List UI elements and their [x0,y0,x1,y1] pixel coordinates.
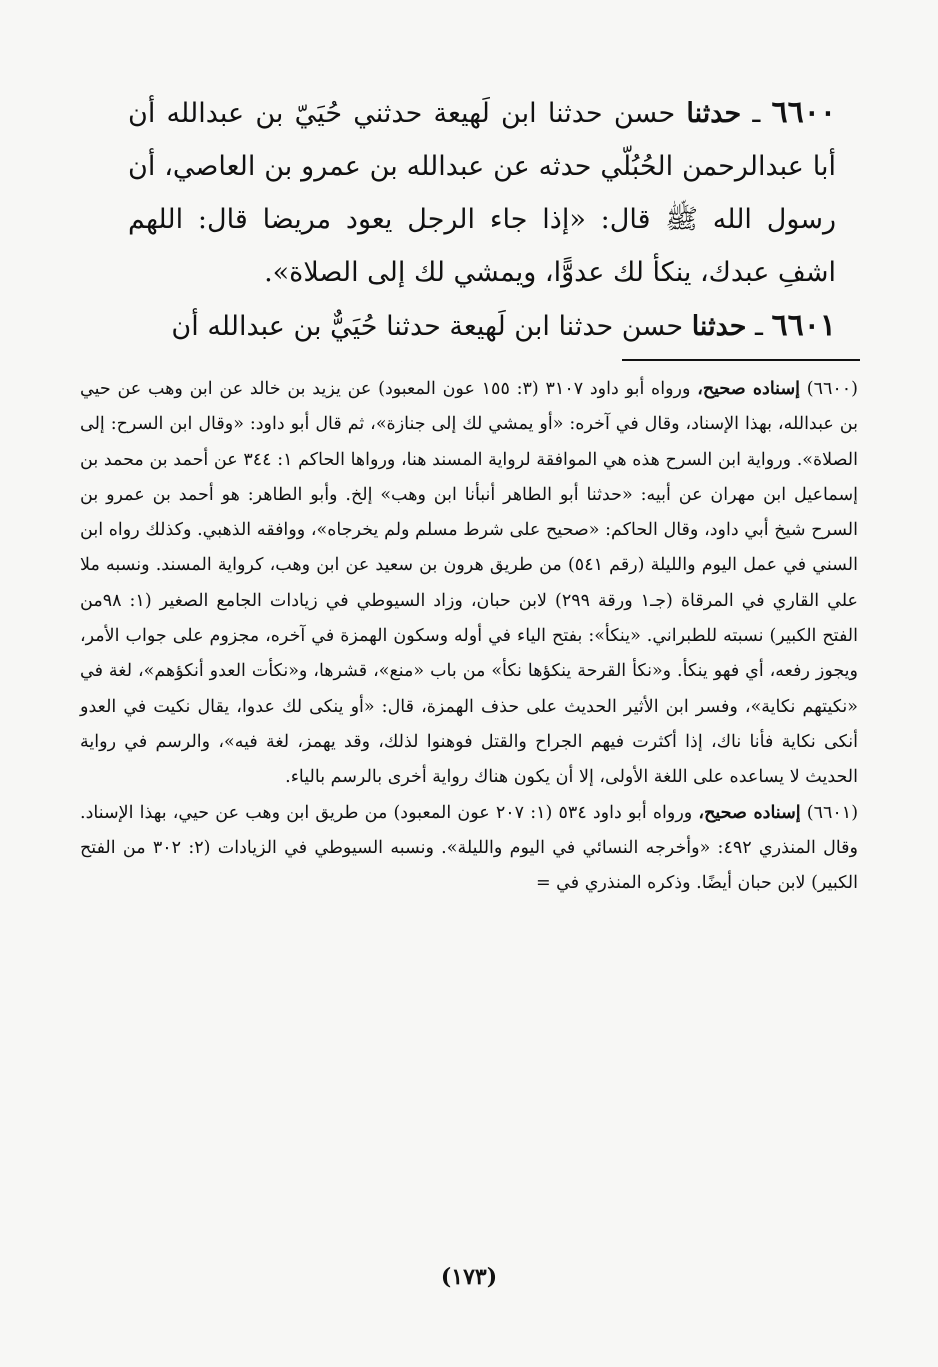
hadith-text: حسن حدثنا ابن لَهيعة حدثني حُيَيّ بن عبدالله أن أبا عبدالرحمن الحُبُلّي حدثه عن عبدالله بن عمرو بن العاصي، أن رسول الله ﷺ قال: «إذا جاء الرجل يعود مريضا قال: اللهم اشفِ عبدك، ينكأ لك عدوًّا، ويمشي لك إلى الصلاة». [128,98,836,288]
main-text [128,86,836,353]
footnote-6600 [80,372,858,796]
hadith-dash: ـ [741,98,772,129]
footnote-grade: إسناده صحيح، [697,379,800,399]
footnote-text: ورواه أبو داود ٥٣٤ (١: ٢٠٧ عون المعبود) من طريق ابن وهب عن حيي، بهذا الإسناد. وقال المنذري ٤٩٢: «وأخرجه النسائي في اليوم والليلة». ونسبه السيوطي في الزيادات (٢: ٣٠٢ من الفتح الكبير) لابن حبان أيضًا. وذكره المنذري في = [80,802,858,894]
hadith-text: حسن حدثنا ابن لَهيعة حدثنا حُيَيٌّ بن عبدالله أن [171,311,692,342]
footnote-6601 [80,796,858,902]
footnote-ref: (٦٦٠١) [806,802,859,823]
footnote-ref: (٦٦٠٠) [806,379,858,399]
footnote-text: ورواه أبو داود ٣١٠٧ (٣: ١٥٥ عون المعبود) عن يزيد بن خالد عن ابن وهب عن حيي بن عبدالله، بهذا الإسناد، وقال في آخره: «أو يمشي لك إلى جنازة»، ثم قال أبو داود: «وقال ابن السرح: إلى الصلاة». ورواية ابن السرح هذه هي الموافقة لرواية المسند هنا، ورواها الحاكم ١: ٣٤٤ عن أحمد بن محمد بن إسماعيل ابن مهران عن أبيه: «حدثنا أبو الطاهر أنبأنا ابن وهب» إلخ. وأبو الطاهر: هو أحمد بن عمرو بن السرح شيخ أبي داود، وقال الحاكم: «صحيح على شرط مسلم ولم يخرجاه»، ووافقه الذهبي. وكذلك رواه ابن السني في عمل اليوم والليلة (رقم ٥٤١) من طريق هرون بن سعيد عن ابن وهب، كرواية المسند. ونسبه ملا علي القاري في المرقاة (جـ١ ورقة ٢٩٩) لابن حبان، وزاد السيوطي في زيادات الجامع الصغير (١: ٩٨من الفتح الكبير) نسبته للطبراني. «ينكأ»: بفتح الياء في أوله وسكون الهمزة في آخره، مجزوم على جواب الأمر، ويجوز رفعه، أي فهو ينكأ. و«نكأ القرحة ينكؤها نكأ» من باب «منع»، قشرها، و«نكأت العدو أنكؤهم»، لغة في «نكيتهم نكاية»، وفسر ابن الأثير الحديث على حذف الهمزة، قال: «أو ينكى لك عدوا، يقال نكيت في العدو أنكى نكاية فأنا ناك، إذا أكثرت فيهم الجراح والقتل فوهنوا لذلك، وقد يهمز، لغة فيه»، والرسم في رواية الحديث لا يساعده على اللغة الأولى، إلا أن يكون هناك رواية أخرى بالرسم بالياء. [80,379,858,788]
hadith-opening: حدثنا [691,311,747,342]
hadith-number: ٦٦٠١ [771,308,836,343]
footnote-divider [622,359,860,361]
hadith-opening: حدثنا [686,98,742,129]
hadith-6600 [128,86,836,299]
footnotes [80,372,858,901]
page-number: (١٧٣) [440,1264,498,1290]
footnote-grade: إسناده صحيح، [698,802,801,823]
hadith-6601 [128,299,836,353]
hadith-number: ٦٦٠٠ [771,95,836,130]
hadith-dash: ـ [746,311,772,342]
